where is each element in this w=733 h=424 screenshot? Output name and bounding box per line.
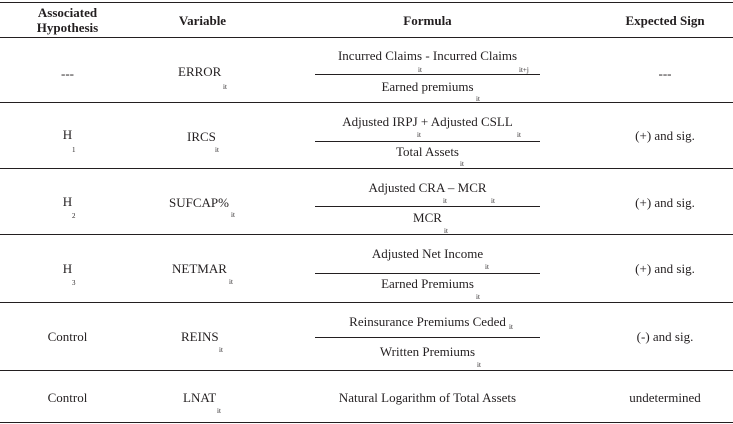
expected-sign-cell: undetermined [629, 390, 701, 405]
formula-denominator: Total Assets [395, 144, 459, 159]
numerator-subscript: it+j [519, 66, 529, 74]
denominator-subscript: it [444, 227, 448, 235]
header-variable: Variable [178, 13, 227, 28]
row-separator [0, 302, 733, 303]
expected-sign-cell: (-) and sig. [636, 329, 694, 344]
formula-numerator: Adjusted Net Income [371, 246, 484, 261]
variable-subscript: it [217, 407, 221, 415]
header-hypothesis-line2: Hypothesis [36, 20, 99, 35]
hypothesis-subscript: 1 [72, 146, 76, 154]
table-top-rule [0, 2, 733, 3]
numerator-subscript: it [485, 263, 489, 271]
variable-cell: ERROR [178, 64, 222, 79]
variable-cell: SUFCAP% [169, 195, 229, 210]
denominator-subscript: it [460, 160, 464, 168]
denominator-subscript: it [476, 293, 480, 301]
numerator-subscript: it [509, 323, 513, 331]
variable-cell: LNAT [183, 390, 217, 405]
denominator-subscript: it [477, 361, 481, 369]
header-formula: Formula [403, 13, 452, 28]
variable-subscript: it [219, 346, 223, 354]
expected-sign-cell: --- [658, 66, 672, 81]
hypothesis-cell: H [62, 194, 73, 209]
formula-numerator: Adjusted IRPJ + Adjusted CSLL [342, 114, 513, 129]
header-expected-sign: Expected Sign [625, 13, 705, 28]
variable-subscript: it [223, 83, 227, 91]
fraction-bar [315, 273, 540, 274]
fraction-bar [315, 141, 540, 142]
variable-cell: NETMAR [172, 261, 227, 276]
fraction-bar [315, 206, 540, 207]
formula-numerator: Incurred Claims - Incurred Claims [337, 48, 518, 63]
table-bottom-rule [0, 422, 733, 423]
header-hypothesis-line1: Associated [37, 5, 98, 20]
numerator-subscript: it [491, 197, 495, 205]
variable-subscript: it [231, 211, 235, 219]
formula-numerator: Adjusted CRA – MCR [368, 180, 487, 195]
numerator-subscript: it [517, 131, 521, 139]
denominator-subscript: it [476, 95, 480, 103]
formula-numerator: Reinsurance Premiums Ceded [349, 314, 506, 329]
formula-denominator: Written Premiums [379, 344, 476, 359]
hypothesis-cell: Control [47, 390, 88, 405]
variable-subscript: it [215, 146, 219, 154]
numerator-subscript: it [443, 197, 447, 205]
hypothesis-subscript: 3 [72, 279, 76, 287]
variable-subscript: it [229, 278, 233, 286]
formula-denominator: Earned premiums [381, 79, 474, 94]
numerator-subscript: it [417, 131, 421, 139]
formula-denominator: MCR [413, 210, 442, 225]
hypothesis-cell: --- [61, 66, 74, 81]
expected-sign-cell: (+) and sig. [635, 261, 695, 276]
formula-cell: Natural Logarithm of Total Assets [338, 390, 517, 405]
hypothesis-subscript: 2 [72, 212, 76, 220]
variable-cell: REINS [181, 329, 219, 344]
hypothesis-cell: H [62, 127, 73, 142]
row-separator [0, 168, 733, 169]
expected-sign-cell: (+) and sig. [635, 195, 695, 210]
header-bottom-rule [0, 37, 733, 38]
hypothesis-cell: H [62, 261, 73, 276]
expected-sign-cell: (+) and sig. [635, 128, 695, 143]
fraction-bar [315, 337, 540, 338]
variable-cell: IRCS [187, 129, 216, 144]
row-separator [0, 102, 733, 103]
fraction-bar [315, 74, 540, 75]
formula-denominator: Earned Premiums [381, 276, 474, 291]
header-hypothesis [10, 5, 125, 35]
hypothesis-cell: Control [47, 329, 88, 344]
row-separator [0, 234, 733, 235]
row-separator [0, 370, 733, 371]
numerator-subscript: it [418, 66, 422, 74]
